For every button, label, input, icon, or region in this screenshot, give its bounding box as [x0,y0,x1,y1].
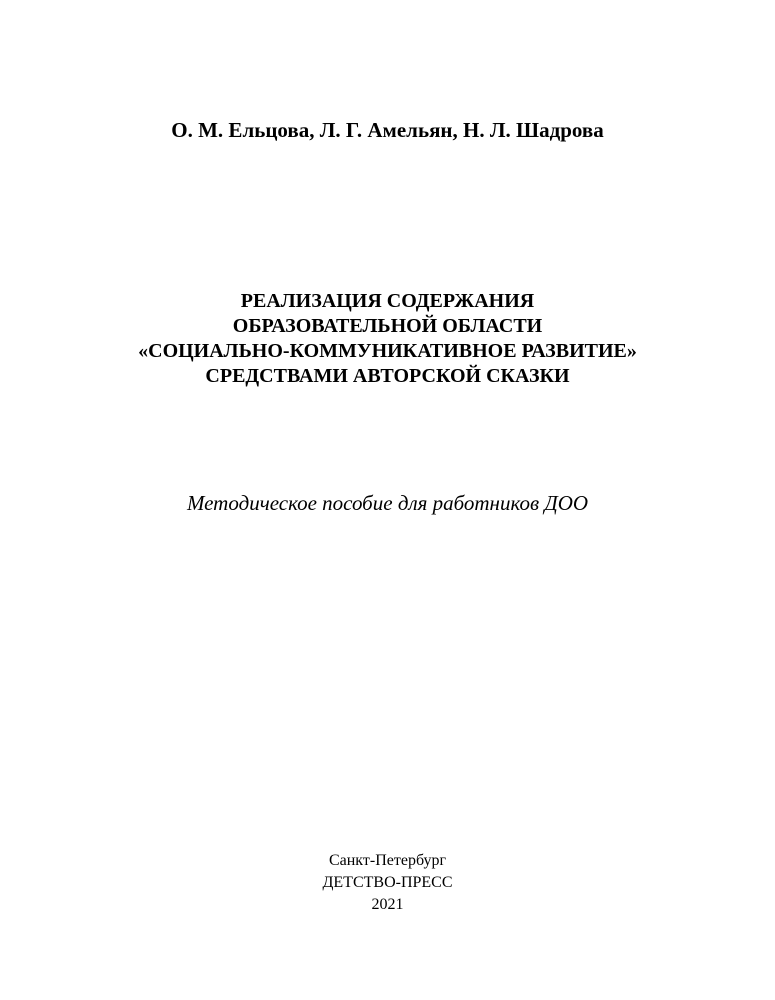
authors-line: О. М. Ельцова, Л. Г. Амельян, Н. Л. Шадрова [171,118,604,142]
title-line-2: ОБРАЗОВАТЕЛЬНОЙ ОБЛАСТИ [232,315,543,337]
book-title [0,289,775,389]
book-subtitle: Методическое пособие для работников ДОО [186,491,589,515]
imprint-publisher: ДЕТСТВО-ПРЕСС [322,874,453,891]
imprint [0,850,775,916]
title-line-4: СРЕДСТВАМИ АВТОРСКОЙ СКАЗКИ [205,365,570,387]
imprint-city: Санкт-Петербург [328,852,447,869]
imprint-year: 2021 [371,896,404,913]
title-line-3: «СОЦИАЛЬНО-КОММУНИКАТИВНОЕ РАЗВИТИЕ» [138,340,637,362]
title-line-1: РЕАЛИЗАЦИЯ СОДЕРЖАНИЯ [240,290,535,312]
